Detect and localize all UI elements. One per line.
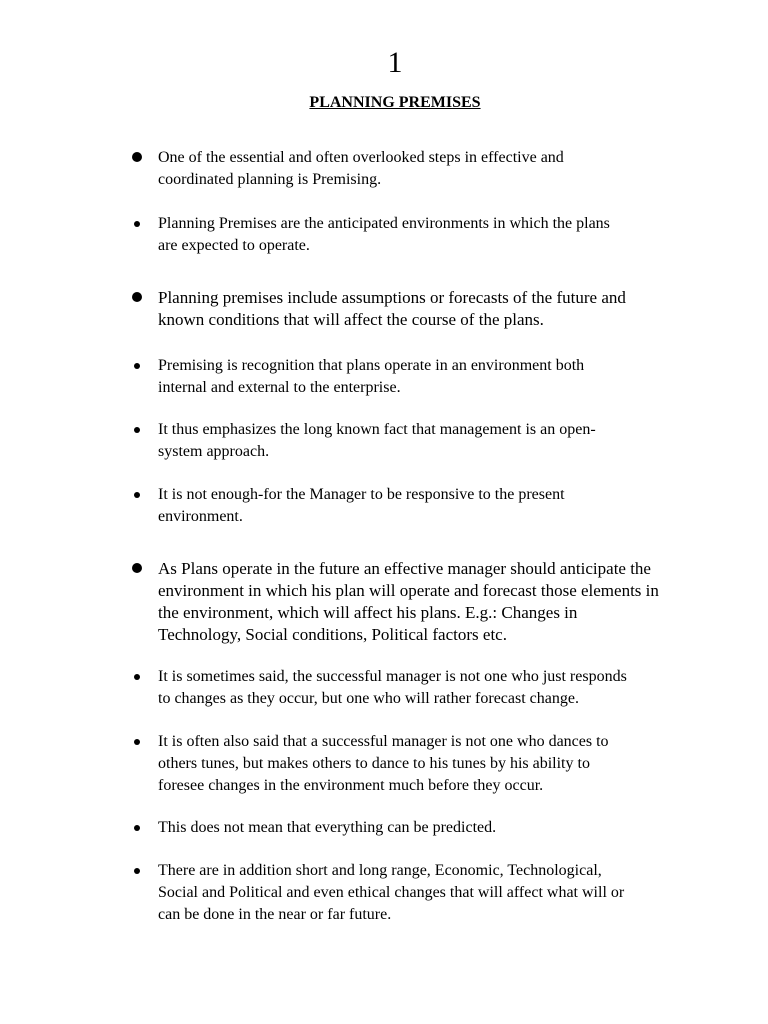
bullet-item: [130, 817, 690, 839]
bullet-text: It is not enough-for the Manager to be responsive to the present environment.: [158, 486, 565, 525]
bullet-icon: [134, 739, 140, 745]
bullet-icon: [134, 825, 140, 831]
bullet-icon: [134, 363, 140, 369]
bullet-icon: [134, 427, 140, 433]
bullet-text: Planning premises include assumptions or forecasts of the future and known conditions that will affect the course of the plans.: [158, 288, 626, 329]
bullet-item: [130, 213, 690, 257]
bullet-text: It is often also said that a successful manager is not one who dances to others tunes, but makes others to dance to his tunes by his ability to foresee changes in the environment much before they occur.: [158, 733, 609, 794]
page-title: PLANNING PREMISES: [309, 94, 481, 111]
bullet-item: [130, 558, 690, 646]
bullet-icon: [134, 221, 140, 227]
bullet-text: Premising is recognition that plans operate in an environment both internal and external to the enterprise.: [158, 357, 585, 396]
bullet-item: [130, 666, 690, 710]
bullet-text: As Plans operate in the future an effective manager should anticipate the environment in which his plan will operate and forecast those elements in the environment, which will affect his plans. E.g.: Changes in Technology, Social conditions, Political factors etc.: [158, 559, 659, 644]
bullet-icon: [134, 492, 140, 498]
bullet-text: There are in addition short and long range, Economic, Technological, Social and Political and even ethical changes that will affect what will or can be done in the near or far future.: [158, 862, 625, 923]
bullet-text: Planning Premises are the anticipated environments in which the plans are expected to operate.: [158, 215, 610, 254]
bullet-text: It is sometimes said, the successful manager is not one who just responds to changes as they occur, but one who will rather forecast change.: [158, 668, 627, 707]
bullet-icon: [132, 152, 142, 162]
bullet-text: It thus emphasizes the long known fact that management is an open- system approach.: [158, 421, 596, 460]
bullet-item: [130, 147, 690, 191]
bullet-icon: [132, 563, 142, 573]
bullet-item: [130, 419, 690, 463]
page-number: 1: [387, 46, 403, 79]
bullet-text: One of the essential and often overlooked steps in effective and coordinated planning is Premising.: [158, 149, 564, 188]
bullet-item: [130, 731, 690, 797]
bullet-item: [130, 287, 690, 331]
bullet-icon: [134, 674, 140, 680]
bullet-item: [130, 355, 690, 399]
bullet-item: [130, 484, 690, 528]
bullet-item: [130, 860, 690, 926]
bullet-icon: [132, 292, 142, 302]
bullet-text: This does not mean that everything can be predicted.: [158, 819, 497, 836]
bullet-icon: [134, 868, 140, 874]
